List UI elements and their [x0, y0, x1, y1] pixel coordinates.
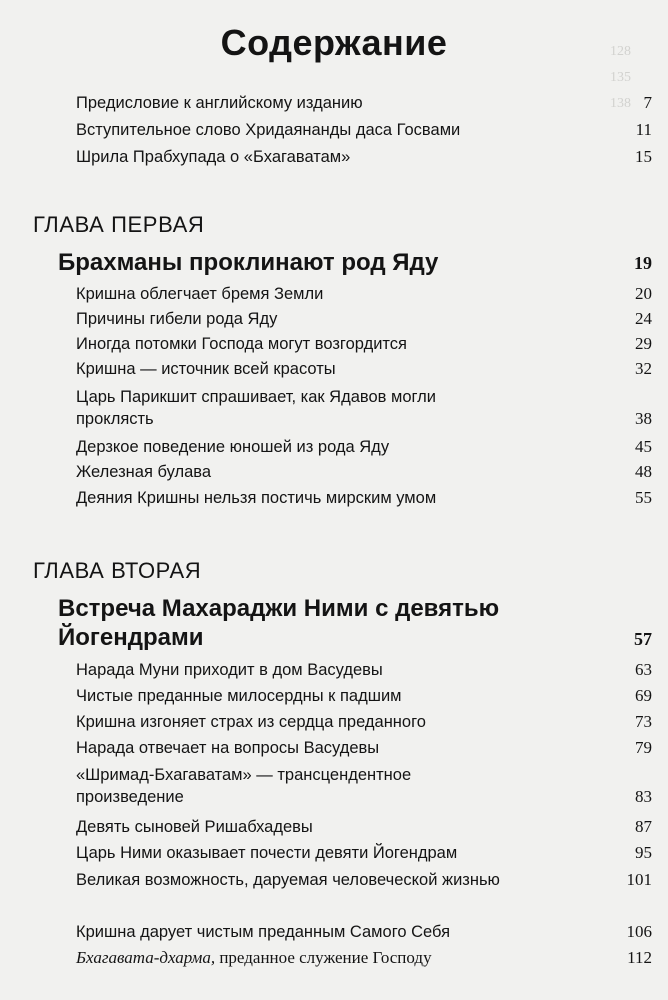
toc-entry[interactable] — [76, 816, 652, 838]
toc-entry[interactable] — [76, 333, 652, 355]
toc-entry[interactable] — [76, 283, 652, 305]
toc-entry-text: Вступительное слово Хридаянанды даса Госвами — [76, 121, 461, 139]
chapter-label: ГЛАВА ПЕРВАЯ — [33, 212, 205, 237]
toc-entry-text: Кришна изгоняет страх из сердца преданного — [76, 713, 426, 731]
bleed-through-decoration: 128 — [610, 44, 631, 59]
toc-entry-text: Предисловие к английскому изданию — [76, 94, 363, 112]
toc-entry-page: 45 — [635, 437, 652, 456]
toc-entry-page: 20 — [635, 284, 652, 303]
toc-entry-foreword[interactable] — [76, 119, 652, 141]
toc-entry-page: 106 — [626, 922, 652, 941]
toc-entry[interactable] — [76, 461, 652, 483]
toc-entry-page: 83 — [635, 787, 652, 806]
toc-entry[interactable] — [76, 921, 652, 943]
toc-entry[interactable] — [76, 436, 652, 458]
toc-entry-prabhupada[interactable] — [76, 146, 652, 168]
toc-entry-page: 11 — [635, 120, 652, 139]
toc-entry[interactable] — [76, 947, 652, 969]
toc-entry-preface[interactable] — [76, 92, 652, 114]
toc-entry-italic-text: Бхагавата-дхарма, — [76, 948, 216, 967]
toc-entry[interactable] — [76, 842, 652, 864]
toc-entry-text: Великая возможность, даруемая человеческой жизнью — [76, 871, 500, 889]
toc-entry-text: Иногда потомки Господа могут возгордится — [76, 335, 407, 353]
toc-entry[interactable] — [76, 711, 652, 733]
toc-entry-page: 32 — [635, 359, 652, 378]
toc-entry-text: Железная булава — [76, 463, 212, 481]
toc-entry[interactable] — [76, 869, 652, 891]
toc-entry[interactable] — [76, 386, 652, 430]
chapter-label: ГЛАВА ВТОРАЯ — [33, 558, 202, 583]
toc-entry-text: Нарада Муни приходит в дом Васудевы — [76, 661, 383, 679]
toc-entry-text: Девять сыновей Ришабхадевы — [76, 818, 313, 836]
toc-entry[interactable] — [76, 685, 652, 707]
toc-entry-text: Кришна облегчает бремя Земли — [76, 285, 324, 303]
toc-entry-text: Нарада отвечает на вопросы Васудевы — [76, 739, 380, 757]
toc-entry-page: 38 — [635, 409, 652, 428]
toc-entry-text — [76, 947, 576, 969]
toc-entry[interactable] — [76, 737, 652, 759]
toc-entry-text: Чистые преданные милосердны к падшим — [76, 687, 402, 705]
toc-entry[interactable] — [76, 308, 652, 330]
toc-entry-page: 15 — [635, 147, 652, 166]
toc-entry-page: 79 — [635, 738, 652, 757]
toc-entry[interactable] — [76, 764, 652, 808]
toc-entry-text: Дерзкое поведение юношей из рода Яду — [76, 438, 390, 456]
toc-entry-page: 69 — [635, 686, 652, 705]
toc-entry-rest-text: преданное служение Господу — [215, 948, 432, 967]
toc-entry-page: 29 — [635, 334, 652, 353]
toc-entry-page: 48 — [635, 462, 652, 481]
toc-entry-page: 87 — [635, 817, 652, 836]
bleed-through-decoration: 138 — [610, 96, 631, 111]
toc-entry-text: Причины гибели рода Яду — [76, 310, 278, 328]
chapter-title[interactable]: Встреча Махараджи Ними с девятью Йогендрами — [58, 595, 500, 651]
toc-entry-text: Кришна дарует чистым преданным Самого Себя — [76, 923, 451, 941]
toc-entry-text: «Шримад-Бхагаватам» — трансцендентное произведение — [76, 766, 412, 806]
toc-entry-page: 73 — [635, 712, 652, 731]
toc-entry-text: Кришна — источник всей красоты — [76, 360, 336, 378]
chapter-title[interactable]: Брахманы проклинают род Яду — [58, 249, 439, 276]
toc-entry-page: 24 — [635, 309, 652, 328]
toc-entry-page: 101 — [626, 870, 652, 889]
toc-entry-text: Шрила Прабхупада о «Бхагаватам» — [76, 148, 351, 166]
toc-entry-text: Царь Парикшит спрашивает, как Ядавов могли проклясть — [76, 388, 437, 428]
toc-entry-text: Деяния Кришны нельзя постичь мирским умом — [76, 489, 437, 507]
toc-entry-page: 95 — [635, 843, 652, 862]
toc-entry[interactable] — [76, 487, 652, 509]
toc-entry[interactable] — [76, 358, 652, 380]
page-title: Содержание — [220, 22, 448, 63]
toc-entry-page: 63 — [635, 660, 652, 679]
toc-entry-page: 112 — [627, 948, 652, 967]
toc-entry-text: Царь Ними оказывает почести девяти Йогендрам — [76, 844, 458, 862]
chapter-page: 57 — [634, 629, 652, 649]
chapter-page: 19 — [634, 253, 652, 273]
bleed-through-decoration: 135 — [610, 70, 631, 85]
toc-entry[interactable] — [76, 659, 652, 681]
toc-entry-page: 55 — [635, 488, 652, 507]
toc-entry-page: 7 — [643, 93, 652, 112]
